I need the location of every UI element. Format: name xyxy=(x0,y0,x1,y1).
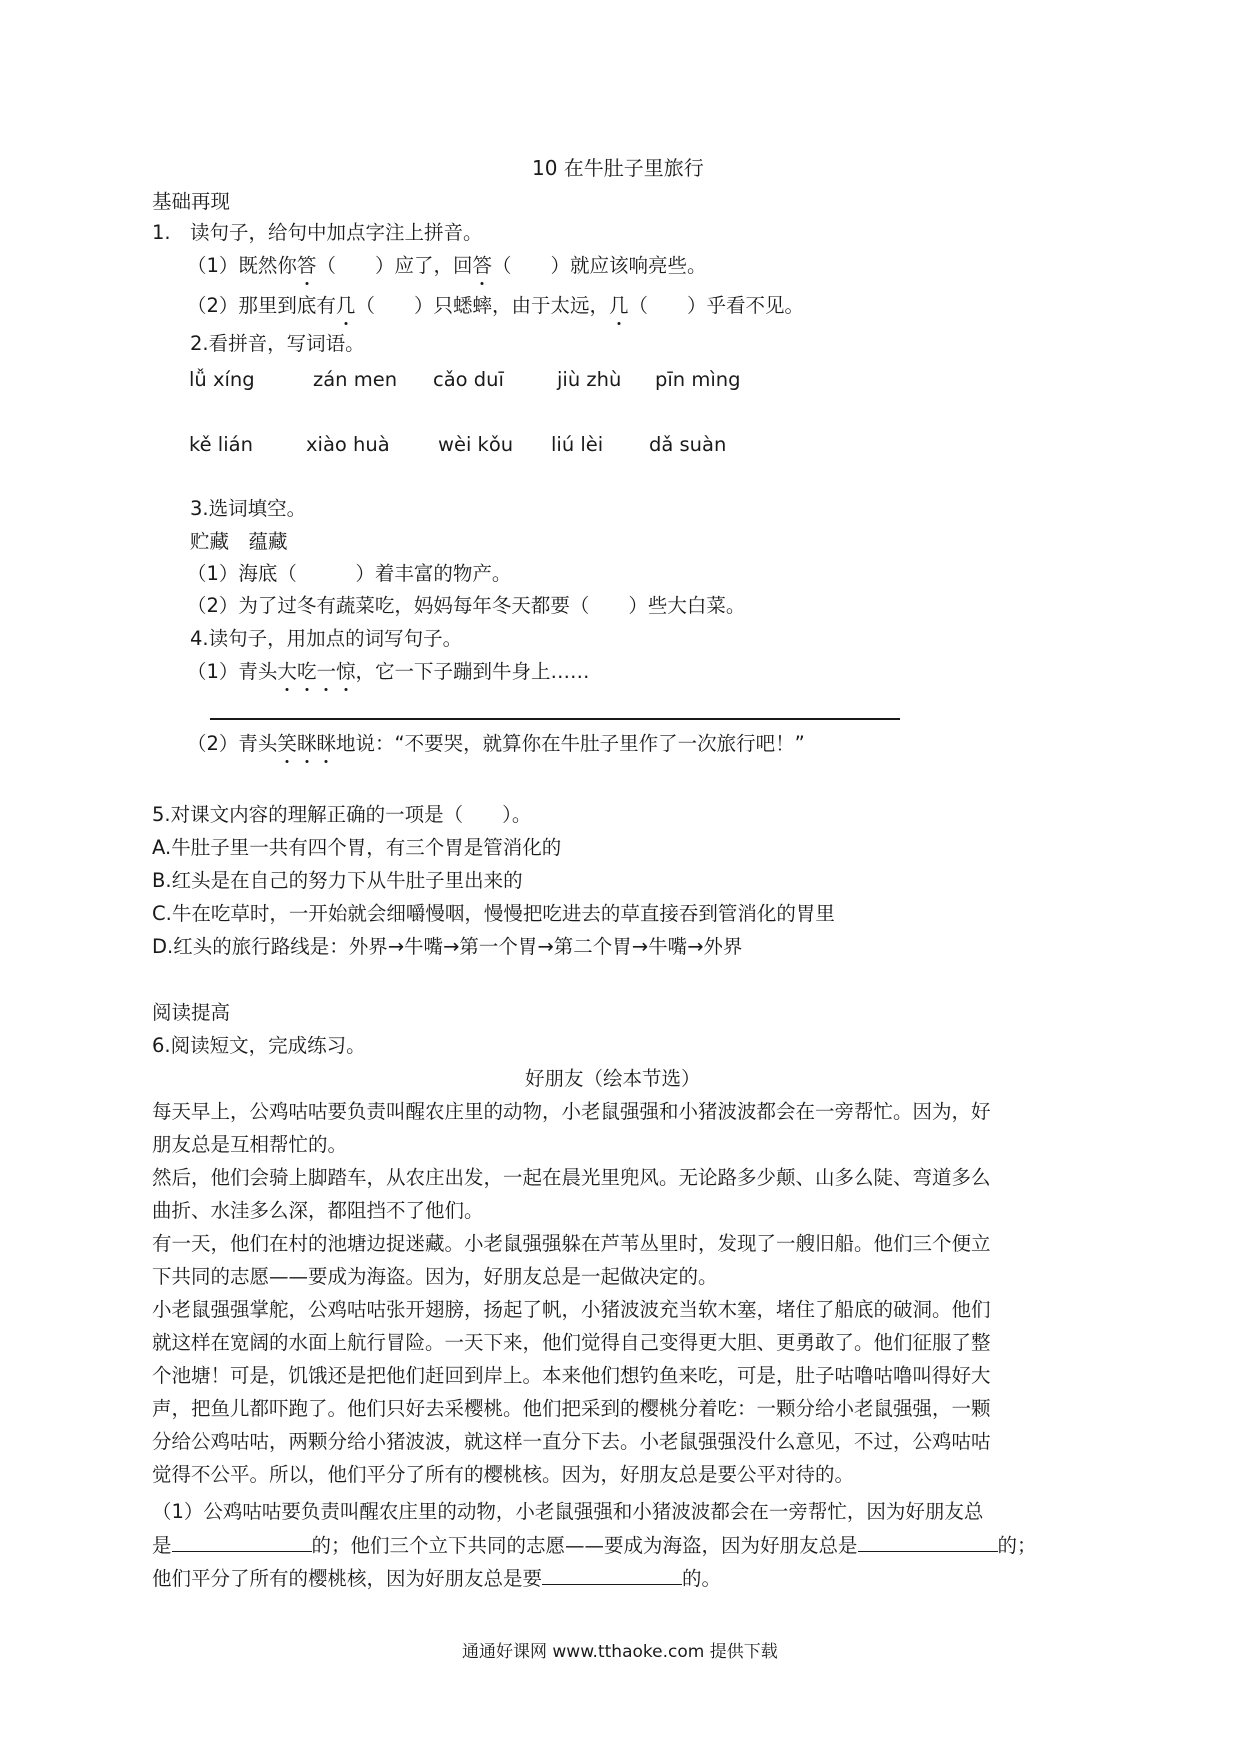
passage-line: 觉得不公平。所以，他们平分了所有的樱桃核。因为，好朋友总是要公平对待的。 xyxy=(152,1463,855,1486)
q5-option-b: B.红头是在自己的努力下从牛肚子里出来的 xyxy=(152,869,523,892)
answer-blank[interactable] xyxy=(542,1566,682,1585)
pinyin-item: jiù zhù xyxy=(557,368,622,391)
passage-line: 有一天，他们在村的池塘边捉迷藏。小老鼠强强躲在芦苇丛里时，发现了一艘旧船。他们三个便立 xyxy=(152,1232,991,1255)
pinyin-item: dǎ suàn xyxy=(649,433,727,456)
q5-option-d: D.红头的旅行路线是：外界→牛嘴→第一个胃→第二个胃→牛嘴→外界 xyxy=(152,935,743,958)
pinyin-item: zán men xyxy=(313,368,398,391)
q3-prompt: 3.选词填空。 xyxy=(190,497,307,520)
passage-line: 曲折、水洼多么深，都阻挡不了他们。 xyxy=(152,1199,484,1222)
dotted-char: 几 xyxy=(335,294,356,317)
passage-line: 小老鼠强强掌舵，公鸡咕咕张开翅膀，扬起了帆，小猪波波充当软木塞，堵住了船底的破洞。他们 xyxy=(152,1298,991,1321)
q4-sentence-2: （2）青头笑眯眯地说：“不要哭，就算你在牛肚子里作了一次旅行吧！” xyxy=(187,732,805,755)
footer-credit: 通通好课网 www.tthaoke.com 提供下载 xyxy=(462,1642,778,1662)
q3-word-choices: 贮藏 蕴藏 xyxy=(190,530,288,553)
q2-prompt: 2.看拼音，写词语。 xyxy=(190,332,365,355)
q6-sub1-line1: （1）公鸡咕咕要负责叫醒农庄里的动物，小老鼠强强和小猪波波都会在一旁帮忙，因为好朋友总 xyxy=(152,1500,984,1523)
q4-prompt: 4.读句子，用加点的词写句子。 xyxy=(190,627,463,650)
pinyin-item: cǎo duī xyxy=(433,368,504,391)
pinyin-item: pīn mìng xyxy=(655,368,741,391)
passage-line: 下共同的志愿——要成为海盗。因为，好朋友总是一起做决定的。 xyxy=(152,1265,718,1288)
passage-line: 每天早上，公鸡咕咕要负责叫醒农庄里的动物，小老鼠强强和小猪波波都会在一旁帮忙。因为，好 xyxy=(152,1100,991,1123)
passage-line: 个池塘！可是，饥饿还是把他们赶回到岸上。本来他们想钓鱼来吃，可是，肚子咕噜咕噜叫得好大 xyxy=(152,1364,991,1387)
page-title: 10 在牛肚子里旅行 xyxy=(532,156,704,180)
passage-line: 分给公鸡咕咕，两颗分给小猪波波，就这样一直分下去。小老鼠强强没什么意见，不过，公鸡咕咕 xyxy=(152,1430,991,1453)
dotted-phrase: 笑眯眯 xyxy=(277,732,336,755)
passage-line: 朋友总是互相帮忙的。 xyxy=(152,1133,348,1156)
q5-option-c: C.牛在吃草时，一开始就会细嚼慢咽，慢慢把吃进去的草直接吞到管消化的胃里 xyxy=(152,902,835,925)
q1-sentence-1: （1）既然你答（ ）应了，回答（ ）就应该响亮些。 xyxy=(187,254,707,277)
q6-prompt: 6.阅读短文，完成练习。 xyxy=(152,1034,366,1057)
q6-sub1-line2: 是 的；他们三个立下共同的志愿——要成为海盗，因为好朋友总是 的； xyxy=(152,1534,1037,1557)
dotted-phrase: 大吃一惊 xyxy=(277,660,356,683)
q5-prompt: 5.对课文内容的理解正确的一项是（ ）。 xyxy=(152,803,532,826)
section-heading-basics: 基础再现 xyxy=(152,190,231,213)
q1-prompt: 读句子，给句中加点字注上拼音。 xyxy=(190,221,483,244)
q3-sentence-2: （2）为了过冬有蔬菜吃，妈妈每年冬天都要（ ）些大白菜。 xyxy=(187,594,746,617)
dotted-char: 答 xyxy=(296,254,317,277)
passage-title: 好朋友（绘本节选） xyxy=(525,1067,701,1090)
q6-sub1-line3: 他们平分了所有的樱桃核，因为好朋友总是要 的。 xyxy=(152,1567,722,1590)
section-heading-reading: 阅读提高 xyxy=(152,1001,231,1024)
answer-blank[interactable] xyxy=(172,1533,312,1552)
pinyin-item: xiào huà xyxy=(306,433,390,456)
pinyin-item: lǚ xíng xyxy=(189,368,255,391)
dotted-char: 答 xyxy=(472,254,492,277)
dotted-char: 几 xyxy=(608,294,629,317)
q3-sentence-1: （1）海底（ ）着丰富的物产。 xyxy=(187,562,512,585)
q4-sentence-1: （1）青头大吃一惊，它一下子蹦到牛身上…… xyxy=(187,660,590,683)
pinyin-item: kě lián xyxy=(189,433,253,456)
q1-sentence-2: （2）那里到底有几（ ）只蟋蟀，由于太远，几（ ）乎看不见。 xyxy=(187,294,804,317)
pinyin-item: liú lèi xyxy=(551,433,604,456)
answer-line xyxy=(210,718,900,720)
q1-number: 1. xyxy=(152,221,171,244)
passage-line: 声，把鱼儿都吓跑了。他们只好去采樱桃。他们把采到的樱桃分着吃：一颗分给小老鼠强强，一颗 xyxy=(152,1397,991,1420)
pinyin-row-1 xyxy=(0,368,1240,394)
pinyin-item: wèi kǒu xyxy=(438,433,514,456)
passage-line: 就这样在宽阔的水面上航行冒险。一天下来，他们觉得自己变得更大胆、更勇敢了。他们征服了整 xyxy=(152,1331,991,1354)
answer-blank[interactable] xyxy=(858,1533,998,1552)
q5-option-a: A.牛肚子里一共有四个胃，有三个胃是管消化的 xyxy=(152,836,562,859)
pinyin-row-2 xyxy=(0,433,1240,459)
passage-line: 然后，他们会骑上脚踏车，从农庄出发，一起在晨光里兜风。无论路多少颠、山多么陡、弯道多么 xyxy=(152,1166,991,1189)
